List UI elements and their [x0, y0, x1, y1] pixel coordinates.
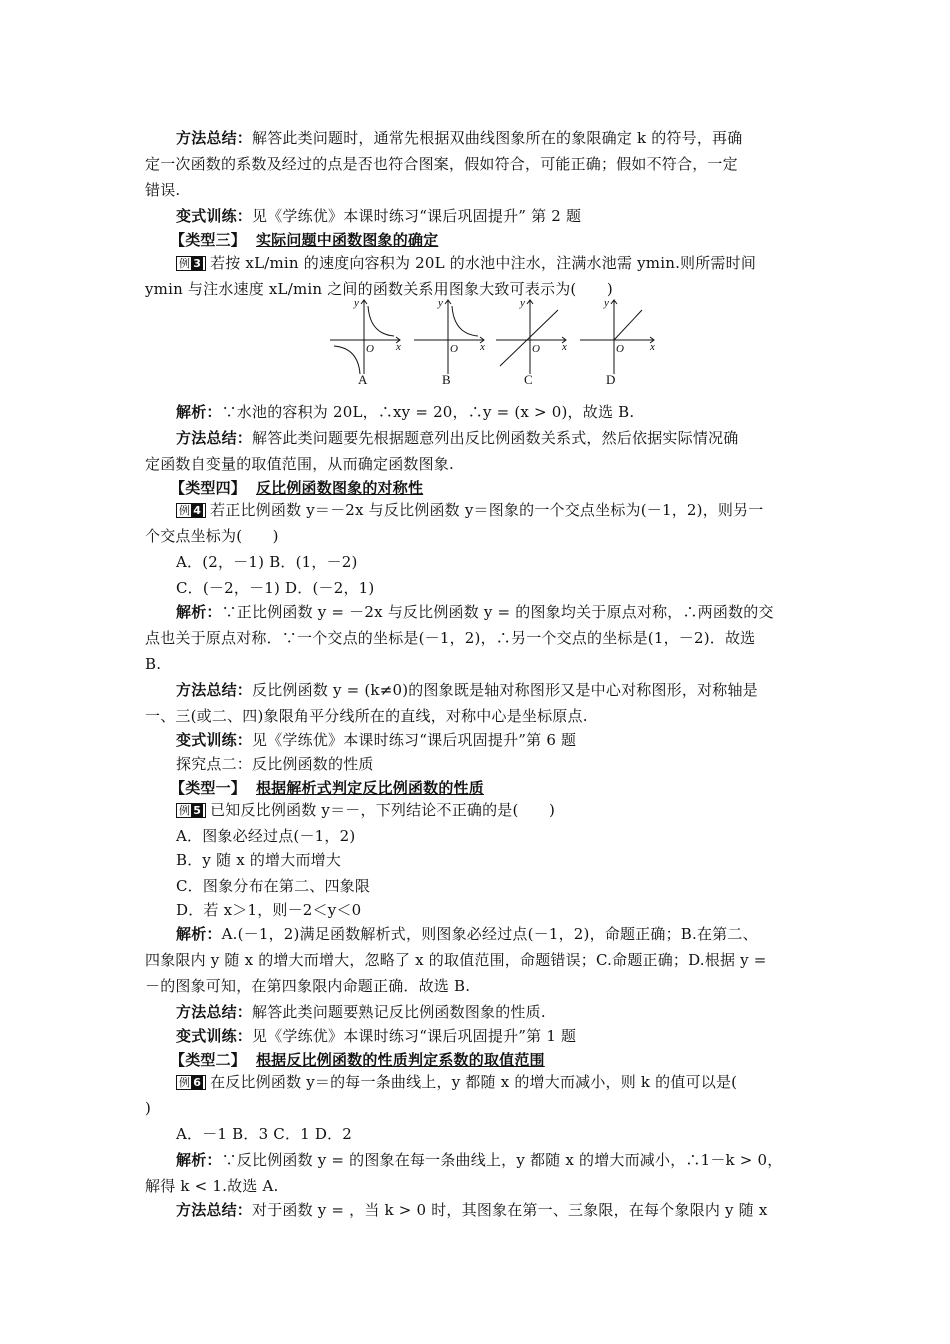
- example-badge: 例 3: [176, 256, 206, 271]
- axis-label-y: y: [438, 297, 443, 309]
- text-line: 错误.: [145, 181, 181, 199]
- type-one-heading: 【类型一】 根据解析式判定反比例函数的性质: [170, 779, 484, 797]
- option-line: B．y 随 x 的增大而增大: [176, 851, 342, 869]
- analysis-4: 解析：∵正比例函数 y = －2x 与反比例函数 y = 的图象均关于原点对称，∴两函数的交: [176, 603, 774, 621]
- origin-label: O: [366, 343, 374, 355]
- variant-training-2: 变式训练：见《学练优》本课时练习“课后巩固提升”第 6 题: [176, 731, 577, 749]
- example-6: 例 6 在反比例函数 y＝的每一条曲线上，y 都随 x 的增大而减小，则 k 的值可以是(: [176, 1072, 810, 1092]
- option-line: C．(－2，－1) D．(－2，1): [176, 579, 375, 597]
- variant-training-1: 变式训练：见《学练优》本课时练习“课后巩固提升” 第 2 题: [176, 207, 582, 225]
- text-line: 解得 k < 1.故选 A.: [145, 1177, 279, 1195]
- text-line: B.: [145, 655, 162, 673]
- analysis-5: 解析：A.(－1，2)满足函数解析式，则图象必经过点(－1，2)，命题正确；B.在第二、: [176, 925, 758, 943]
- axis-label-y: y: [604, 297, 609, 309]
- text-line: 一、三(或二、四)象限角平分线所在的直线，对称中心是坐标原点.: [145, 707, 588, 725]
- option-line: A．(2，－1) B．(1，－2): [176, 553, 358, 571]
- axis-label-x: x: [650, 341, 655, 353]
- graph-caption-b: B: [442, 372, 451, 387]
- option-line: D．若 x＞1，则－2＜y＜0: [176, 901, 362, 919]
- axis-label-y: y: [520, 297, 525, 309]
- graph-caption-c: C: [524, 372, 533, 387]
- variant-training-3: 变式训练：见《学练优》本课时练习“课后巩固提升”第 1 题: [176, 1027, 577, 1045]
- text-line: 四象限内 y 随 x 的增大而增大，忽略了 x 的取值范围，命题错误；C.命题正确；D.根据 y =: [145, 951, 767, 969]
- method-summary-3: 方法总结：解答此类问题要先根据题意列出反比例函数关系式，然后依据实际情况确: [176, 429, 739, 447]
- option-line: A．图象必经过点(－1，2): [176, 827, 356, 845]
- graph-b: [414, 300, 484, 374]
- text-line: ymin 与注水速度 xL/min 之间的函数关系用图象大致可表示为( ): [145, 280, 613, 298]
- graph-c: [496, 300, 566, 374]
- example-3: 例 3 若按 xL/min 的速度向容积为 20L 的水池中注水，注满水池需 ymin.则所需时间: [176, 253, 810, 273]
- option-line: A．－1 B．3 C．1 D．2: [176, 1125, 353, 1143]
- text-line: ): [145, 1099, 152, 1117]
- method-summary-1: 方法总结：解答此类问题时，通常先根据双曲线图象所在的象限确定 k 的符号，再确: [176, 129, 743, 147]
- example-4: 例 4 若正比例函数 y＝－2x 与反比例函数 y＝图象的一个交点坐标为(－1，2)，则另一: [176, 500, 810, 520]
- text-line: 定一次函数的系数及经过的点是否也符合图案，假如符合，可能正确；假如不符合，一定: [145, 155, 738, 173]
- origin-label: O: [450, 343, 458, 355]
- section-heading: 探究点二：反比例函数的性质: [176, 755, 374, 773]
- method-summary-4: 方法总结：反比例函数 y = (k≠0)的图象既是轴对称图形又是中心对称图形，对称轴是: [176, 681, 758, 699]
- example-5: 例 5 已知反比例函数 y＝－，下列结论不正确的是( ): [176, 800, 810, 820]
- example-badge: 例 5: [176, 803, 206, 818]
- option-line: C．图象分布在第二、四象限: [176, 877, 371, 895]
- axis-label-y: y: [354, 297, 359, 309]
- origin-label: O: [532, 343, 540, 355]
- origin-label: O: [616, 343, 624, 355]
- graph-caption-d: D: [606, 372, 616, 387]
- graph-caption-a: A: [358, 372, 368, 387]
- method-summary-5: 方法总结：解答此类问题要熟记反比例函数图象的性质.: [176, 1003, 546, 1021]
- type-two-heading: 【类型二】 根据反比例函数的性质判定系数的取值范围: [170, 1051, 545, 1069]
- analysis-6: 解析：∵反比例函数 y = 的图象在每一条曲线上，y 都随 x 的增大而减小，∴1－k > 0，: [176, 1151, 783, 1169]
- axis-label-x: x: [480, 341, 485, 353]
- example-badge: 例 6: [176, 1075, 206, 1090]
- type-three-heading: 【类型三】 实际问题中函数图象的确定: [170, 231, 439, 249]
- example-badge: 例 4: [176, 503, 206, 518]
- axis-label-x: x: [396, 341, 401, 353]
- graph-a: [330, 300, 400, 374]
- graph-d: [580, 300, 654, 374]
- method-summary-6: 方法总结：对于函数 y = ，当 k > 0 时，其图象在第一、三象限，在每个象限内 y 随 x: [176, 1201, 768, 1219]
- axis-label-x: x: [562, 341, 567, 353]
- analysis-3: 解析：∵水池的容积为 20L，∴xy = 20，∴y = (x > 0)，故选 B.: [176, 403, 635, 421]
- text-line: 个交点坐标为( ): [145, 527, 279, 545]
- text-line: －的图象可知，在第四象限内命题正确．故选 B.: [145, 977, 471, 995]
- text-line: 定函数自变量的取值范围，从而确定函数图象.: [145, 455, 454, 473]
- text-line: 点也关于原点对称．∵一个交点的坐标是(－1，2)，∴另一个交点的坐标是(1，－2)．故选: [145, 629, 756, 647]
- type-four-heading: 【类型四】 反比例函数图象的对称性: [170, 479, 424, 497]
